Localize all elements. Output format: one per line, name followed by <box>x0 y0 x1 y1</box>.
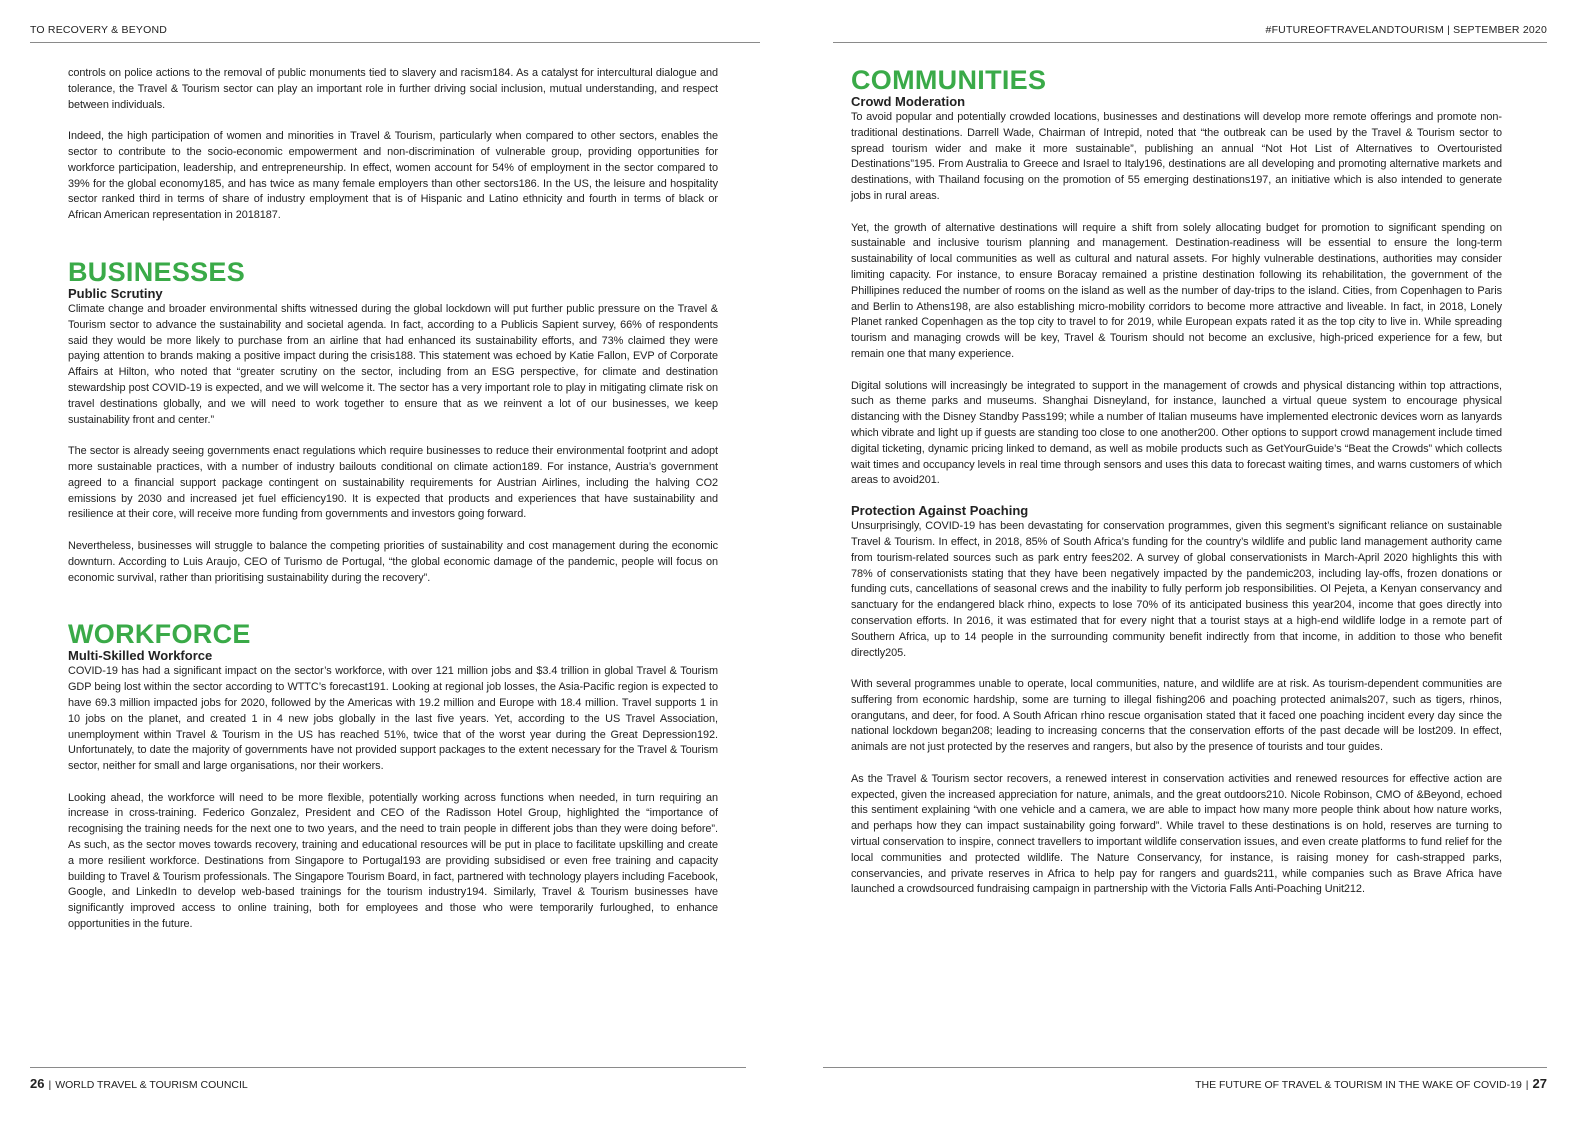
body-paragraph: Nevertheless, businesses will struggle to balance the competing priorities of sustainability and cost management during the economic downturn. According to Luis Araujo, CEO of Turismo de Portugal, “the global economic damage of the pandemic, people will focus on economic survival, rather than prioritising sustainability during the recovery”. <box>68 539 718 584</box>
right-page <box>793 0 1587 1122</box>
footer-separator: | <box>48 1079 52 1091</box>
subheading-public-scrutiny: Public Scrutiny <box>68 285 163 301</box>
subheading-crowd-moderation: Crowd Moderation <box>851 94 966 109</box>
section-title-businesses: BUSINESSES <box>68 256 246 287</box>
running-header-left: TO RECOVERY & BEYOND <box>30 24 168 36</box>
body-paragraph: To avoid popular and potentially crowded locations, businesses and destinations will develop more remote offerings and promote non-traditional destinations. Darrell Wade, Chairman of Intrepid, noted that “the outbreak can be used by the Travel & Tourism sector to spread tourism wider and make it more sustainable”, publishing an annual “Not Hot List of Alternatives to Overtouristed Destinations”195. From Australia to Greece and Israel to Italy196, destinations are all developing and promoting alternative markets and destinations, with Thailand focusing on the promotion of 55 emerging destinations197, an initiative which is also intended to generate jobs in rural areas. <box>851 111 1502 202</box>
footer-text: WORLD TRAVEL & TOURISM COUNCIL <box>55 1079 248 1091</box>
section-title-workforce: WORKFORCE <box>68 619 251 650</box>
subheading-multi-skilled-workforce: Multi-Skilled Workforce <box>68 648 213 664</box>
footer-text: THE FUTURE OF TRAVEL & TOURISM IN THE WAKE OF COVID-19 <box>1195 1079 1522 1091</box>
body-paragraph: As the Travel & Tourism sector recovers, a renewed interest in conservation activities and renewed resources for effective action are expected, given the increased appreciation for nature, animals, and the great outdoors210. Nicole Robinson, CMO of &Beyond, echoed this sentiment explaining “with one vehicle and a camera, we are able to impact how many more people think about how nature works, and perhaps how they can impact sustainability going forward”. While travel to these destinations is on hold, reserves are turning to virtual conservation to inspire, connect travellers to important wildlife conservation issues, and even create platforms to fund relief for the local communities and protected wildlife. The Nature Conservancy, for instance, is raising money for cash-strapped parks, conservancies, and private reserves in Africa to help pay for rangers and guards211, while companies such as Brave Africa have launched a crowdsourced fundraising campaign in partnership with the Victoria Falls Anti-Poaching Unit212. <box>851 772 1502 896</box>
section-title-communities: COMMUNITIES <box>851 65 1047 95</box>
body-paragraph: Climate change and broader environmental shifts witnessed during the global lockdown will put further public pressure on the Travel & Tourism sector to advance the sustainability and societal agenda. In fact, according to a Publicis Sapient survey, 66% of respondents said they would be more likely to purchase from an airline that had enhanced its sustainability efforts, and 73% claimed they were paying attention to brands making a positive impact during the crisis188. This statement was echoed by Katie Fallon, EVP of Corporate Affairs at Hilton, who noted that “greater scrutiny on the sector, including from an ESG perspective, for climate and destination stewardship post COVID-19 is expected, and we will welcome it. The sector has a very important role to play in mitigating climate risk on travel destinations globally, and we will need to work together to ensure that as we reinvent a lot of our businesses, we keep sustainability front and center.” <box>68 302 718 426</box>
header-rule-left <box>30 42 760 43</box>
left-page <box>0 0 793 1122</box>
header-rule-right <box>833 42 1547 43</box>
subheading-protection-against-poaching: Protection Against Poaching <box>851 503 1029 519</box>
body-paragraph: Unsurprisingly, COVID-19 has been devastating for conservation programmes, given this segment’s significant reliance on sustainable Travel & Tourism. In effect, in 2018, 85% of South Africa’s funding for the country’s wildlife and public land management authority came from tourism-related sources such as park entry fees202. A survey of global conservationists in March-April 2020 highlights this with 78% of conservationists stating that they have been negatively impacted by the pandemic203, including lay-offs, frozen donations or funding cuts, cancellations of seasonal crews and the inability to fully perform job responsibilities. Ol Pejeta, a Kenyan conservancy and sanctuary for the endangered black rhino, expects to lose 70% of its anticipated business this year204, income that goes directly into conservation efforts. In 2016, it was estimated that for every night that a tourist stays at a high-end wildlife lodge in a remote part of Southern Africa, up to 14 people in the surrounding community benefit indirectly from that income, in addition to those who benefit directly205. <box>851 520 1502 659</box>
running-header-right: #FUTUREOFTRAVELANDTOURISM | SEPTEMBER 2020 <box>1265 24 1547 36</box>
page-number: 27 <box>1532 1076 1547 1091</box>
right-column <box>851 66 1502 898</box>
footer-rule-left <box>30 1067 746 1068</box>
left-column <box>68 66 718 933</box>
running-footer-right <box>1195 1076 1547 1091</box>
body-paragraph: Yet, the growth of alternative destinations will require a shift from solely allocating budget for promotion to significant spending on sustainable and inclusive tourism planning and management. Destination-readiness will be essential to ensure the long-term sustainability of local communities as well as cultural and natural assets. For highly vulnerable destinations, authorities may consider limiting capacity. For instance, to ensure Boracay remained a pristine destination following its rehabilitation, the government of the Phillipines reduced the number of rooms on the island as well as the number of day-trips to the island. Cities, from Copenhagen to Paris and Berlin to Athens198, are also establishing micro-mobility corridors to become more attractive and liveable. In fact, in 2018, Lonely Planet ranked Copenhagen as the top city to travel to for 2019, while European expats rated it as the top city to live in. While spreading tourism and managing crowds will be key, Travel & Tourism should not become an exclusive, high-priced experience for a few, but remain one that many experience. <box>851 221 1502 360</box>
body-paragraph: COVID-19 has had a significant impact on the sector’s workforce, with over 121 million jobs and $3.4 trillion in global Travel & Tourism GDP being lost within the sector according to WTTC’s forecast191. Looking at regional job losses, the Asia-Pacific region is expected to have 69.3 million impacted jobs for 2020, followed by the Americas with 19.2 million and Europe with 18.4 million. Travel supports 1 in 10 jobs on the planet, and created 1 in 4 new jobs globally in the last five years. Yet, according to the US Travel Association, unemployment within Travel & Tourism in the US has reached 51%, twice that of the worst year during the Great Depression192. Unfortunately, to date the majority of governments have not provided support packages to the extent necessary for the Travel & Tourism sector, neither for small and large organisations, nor their workers. <box>68 665 718 773</box>
body-paragraph: Digital solutions will increasingly be integrated to support in the management of crowds and physical distancing within top attractions, such as theme parks and museums. Shanghai Disneyland, for instance, launched a virtual queue system to encourage physical distancing with the Disney Standby Pass199; while a number of Italian museums have implemented electronic devices worn as lanyards which vibrate and light up if guests are standing too close to one another200. Other options to support crowd management include timed digital ticketing, dynamic pricing linked to demand, as well as mobile products such as GetYourGuide’s “Beat the Crowds” which collects wait times and occupancy levels in real time through sensors and uses this data to forecast waiting times, and warns customers of which areas to avoid201. <box>851 379 1502 487</box>
intro-paragraph: Indeed, the high participation of women and minorities in Travel & Tourism, particularly when compared to other sectors, enables the sector to contribute to the socio-economic empowerment and non-discrimination of vulnerable group, providing opportunities for workforce participation, leadership, and entrepreneurship. In effect, women account for 54% of employment in the sector compared to 39% for the global economy185, and has twice as many female employers than other sectors186. In the US, the leisure and hospitality sector ranked third in terms of share of industry employment that is of Hispanic and Latino ethnicity and fourth in terms of black or African American representation in 2018187. <box>68 130 718 222</box>
footer-separator: | <box>1525 1079 1529 1091</box>
running-footer-left <box>30 1076 248 1091</box>
body-paragraph: The sector is already seeing governments enact regulations which require businesses to reduce their environmental footprint and adopt more sustainable practices, with a number of industry bailouts conditional on climate action189. For instance, Austria’s government agreed to a financial support package contingent on sustainability requirements for Austrian Airlines, including the halving CO2 emissions by 2030 and increased jet fuel efficiency190. It is expected that products and experiences that have sustainability and resilience at their core, will receive more funding from governments and investors going forward. <box>68 445 718 521</box>
footer-rule-right <box>823 1067 1547 1068</box>
body-paragraph: With several programmes unable to operate, local communities, nature, and wildlife are at risk. As tourism-dependent communities are suffering from economic hardship, some are turning to illegal fishing206 and poaching protected animals207, such as tigers, rhinos, orangutans, and deer, for food. A South African rhino rescue organisation stated that it faced one poaching incident every day since the national lockdown began208; leading to increasing concerns that the conservation efforts of the past decade will be lost209. In effect, animals are not just protected by the reserves and rangers, but also by the presence of tourists and tour guides. <box>851 678 1502 754</box>
intro-paragraph: controls on police actions to the removal of public monuments tied to slavery and racism184. As a catalyst for intercultural dialogue and tolerance, the Travel & Tourism sector can play an important role in further driving social inclusion, mutual understanding, and respect between individuals. <box>68 67 718 111</box>
body-paragraph: Looking ahead, the workforce will need to be more flexible, potentially working across functions when needed, in turn requiring an increase in cross-training. Federico Gonzalez, President and CEO of the Radisson Hotel Group, highlighted the “importance of recognising the training needs for the next one to two years, and the need to train people in different jobs than they were doing before”. As such, as the sector moves towards recovery, training and educational resources will be put in place to facilitate upskilling and create a more resilient workforce. Destinations from Singapore to Portugal193 are providing subsidised or even free training and capacity building to Travel & Tourism professionals. The Singapore Tourism Board, in fact, partnered with technology players including Facebook, Google, and LinkedIn to develop web-based trainings for the tourism industry194. Similarly, Travel & Tourism businesses have significantly improved access to online training, both for employees and those who were temporarily furloughed, to enhance opportunities in the future. <box>68 791 718 931</box>
page-number: 26 <box>30 1076 45 1091</box>
